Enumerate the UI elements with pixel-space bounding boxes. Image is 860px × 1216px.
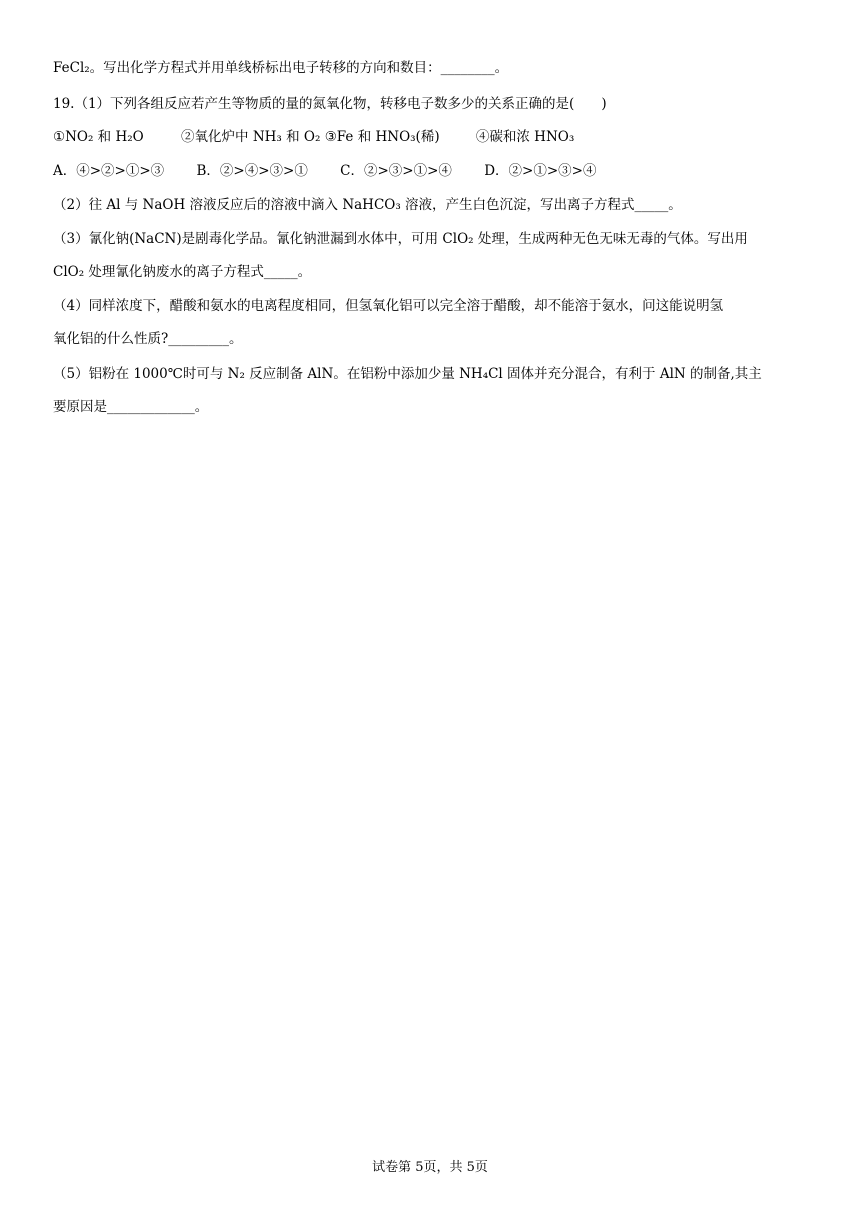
question-19-part-3-line-2: ClO₂ 处理氰化钠废水的离子方程式_____。 (53, 264, 312, 280)
choice-d: D．②>①>③>④ (484, 163, 597, 179)
question-19-part-5-line-2: 要原因是_____________。 (53, 399, 209, 415)
reaction-3: ③Fe 和 HNO₃(稀) (324, 129, 440, 145)
question-19-choices (53, 161, 820, 181)
choice-c: C．②>③>①>④ (340, 163, 452, 179)
question-19-part-2: （2）往 Al 与 NaOH 溶液反应后的溶液中滴入 NaHCO₃ 溶液，产生白色沉淀，写出离子方程式_____。 (53, 197, 682, 213)
question-19-part-4-line-1: （4）同样浓度下，醋酸和氨水的电离程度相同，但氢氧化铝可以完全溶于醋酸，却不能溶于氨水，问这能说明氢 (53, 298, 724, 314)
question-19-part-4-line-2: 氧化铝的什么性质?_________。 (53, 331, 243, 347)
question-19-part-3-line-1: （3）氰化钠(NaCN)是剧毒化学品。氰化钠泄漏到水体中，可用 ClO₂ 处理，生成两种无色无味无毒的气体。写出用 (53, 231, 748, 247)
choice-b: B．②>④>③>① (196, 163, 308, 179)
question-18-tail: FeCl₂。写出化学方程式并用单线桥标出电子转移的方向和数目：________。 (53, 60, 509, 76)
reaction-2: ②氧化炉中 NH₃ 和 O₂ (181, 129, 321, 145)
reaction-4: ④碳和浓 HNO₃ (475, 129, 575, 145)
question-19-part-5-line-1: （5）铝粉在 1000℃时可与 N₂ 反应制备 AlN。在铝粉中添加少量 NH₄Cl 固体并充分混合，有利于 AlN 的制备,其主 (53, 366, 762, 382)
question-19-stem: 19.（1）下列各组反应若产生等物质的量的氮氧化物，转移电子数多少的关系正确的是( ) (53, 96, 607, 112)
choice-a: A．④>②>①>③ (53, 163, 165, 179)
page-footer: 试卷第 5页，共 5页 (372, 1160, 488, 1175)
reaction-1: ①NO₂ 和 H₂O (53, 129, 144, 145)
question-19-reactions (53, 127, 820, 147)
